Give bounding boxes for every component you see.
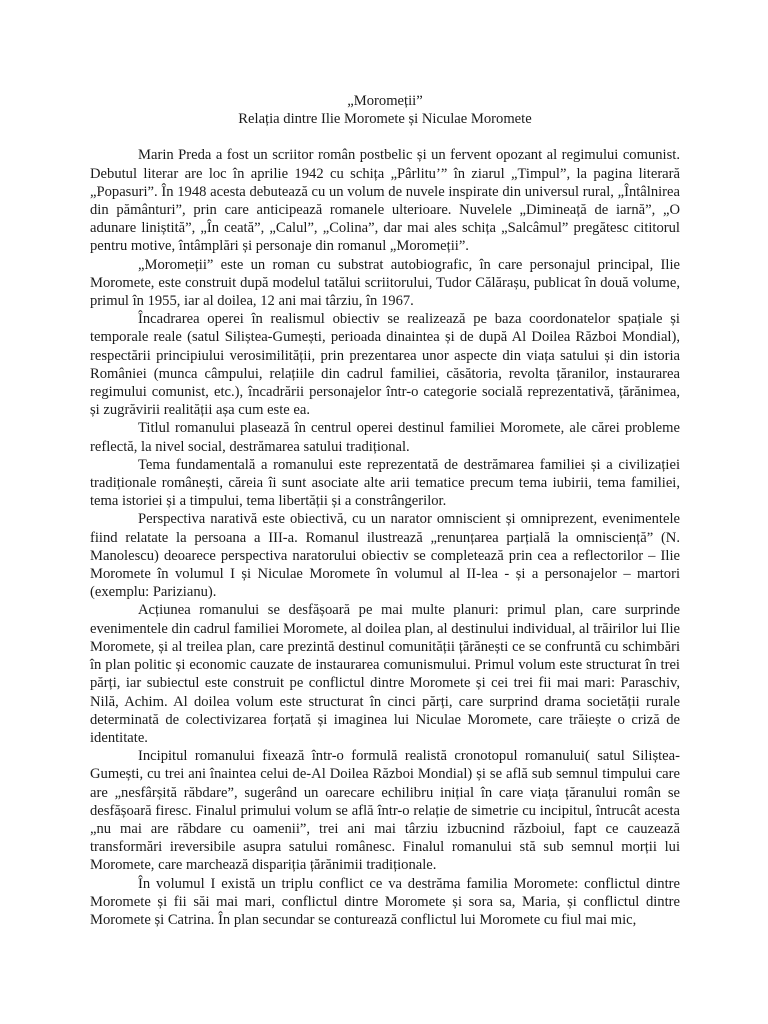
document-subtitle: Relația dintre Ilie Moromete și Niculae Moromete <box>238 111 532 128</box>
paragraph-2: „Moromeții” este un roman cu substrat autobiografic, în care personajul principal, Ilie Moromete, este construit după modelul tatălui scriitorului, Tudor Călărașu, publicat în două volume, primul în 1955, iar al doilea, 12 ani mai târziu, în 1967. <box>90 256 680 310</box>
paragraph-6: Perspectiva narativă este obiectivă, cu un narator omniscient și omniprezent, evenimentele fiind relatate la persoana a III-a. Romanul ilustrează „renunțarea parțială la omnisciență” (N. Manolescu) deoarece perspectiva naratorului obiectiv se completează prin cea a reflectorilor – Ilie Moromete în volumul I și Niculae Moromete în volumul al II-lea - și a personajelor – martori (exemplu: Parizianu). <box>90 511 680 601</box>
document-title: „Moromeții” <box>347 93 423 109</box>
paragraph-5: Tema fundamentală a romanului este reprezentată de destrămarea familiei și a civilizației tradiționale românești, căreia îi sunt asociate alte arii tematice precum tema iubirii, tema familiei, tema istoriei și a timpului, tema libertății și a constrângerilor. <box>90 456 680 510</box>
paragraph-4: Titlul romanului plasează în centrul operei destinul familiei Moromete, ale cărei probleme reflectă, la nivel social, destrămarea satului tradițional. <box>90 420 680 455</box>
paragraph-7: Acțiunea romanului se desfășoară pe mai multe planuri: primul plan, care surprinde evenimentele din cadrul familiei Moromete, al doilea plan, al destinului individual, al trăirilor lui Ilie Moromete, și al treilea plan, care prezintă destinul comunității țărănești ce se confruntă cu schimbări în plan politic și economic cauzate de instaurarea comunismului. Primul volum este structurat în trei părți, iar subiectul este construit pe conflictul dintre Moromete și cei trei fii mai mari: Paraschiv, Nilă, Achim. Al doilea volum este structurat în cinci părți, care surprind drama societății rurale determinată de colectivizarea forțată și imaginea lui Niculae Moromete, care trăiește o criză de identitate. <box>90 602 680 746</box>
paragraph-9: În volumul I există un triplu conflict ce va destrăma familia Moromete: conflictul dintre Moromete și fii săi mai mari, conflictul dintre Moromete și sora sa, Maria, și conflictul dintre Moromete și Catrina. În plan secundar se conturează conflictul lui Moromete cu fiul mai mic, <box>90 875 680 928</box>
paragraph-8: Incipitul romanului fixează într-o formulă realistă cronotopul romanului( satul Siliștea-Gumești, cu trei ani înaintea celui de-Al Doilea Război Mondial) și se află sub semnul timpului care are „nesfârșită răbdare”, sugerând un oarecare echilibru inițial în care viața țăranului român se desfășoară firesc. Finalul primului volum se află într-o relație de simetrie cu incipitul, întrucât acesta „nu mai are răbdare cu oamenii”, trei ani mai târziu izbucnind războiul, fapt ce cauzează transformări ireversibile asupra satului românesc. Finalul romanului stă sub semnul morții lui Moromete, care marchează dispariția țărănimii tradiționale. <box>90 748 680 874</box>
paragraph-1: Marin Preda a fost un scriitor român postbelic și un fervent opozant al regimului comunist. Debutul literar are loc în aprilie 1942 cu schița „Pârlitu’” în ziarul „Timpul”, la pagina literară „Popasuri”. În 1948 acesta debutează cu un volum de nuvele inspirate din universul rural, „Întâlnirea din pământuri”, prin care anticipează romanele ulterioare. Nuvelele „Dimineață de iarnă”, „O adunare liniștită”, „În ceată”, „Calul”, „Colina”, dar mai ales schița „Salcâmul” pregătesc cititorul pentru motive, întâmplări și personaje din romanul „Moromeții”. <box>90 147 680 255</box>
document-page <box>90 92 680 929</box>
paragraph-3: Încadrarea operei în realismul obiectiv se realizează pe baza coordonatelor spațiale și temporale reale (satul Siliștea-Gumești, perioada dinaintea și de după Al Doilea Război Mondial), respectării principiului verosimilității, prin prezentarea unor aspecte din viața satului și din istoria României (munca câmpului, relațiile din cadrul familiei, căsătoria, revolta țăranilor, instaurarea regimului comunist, etc.), încadrării personajelor într-o categorie socială reprezentativă, țărănimea, și zugrăvirii realității așa cum este ea. <box>90 311 680 419</box>
